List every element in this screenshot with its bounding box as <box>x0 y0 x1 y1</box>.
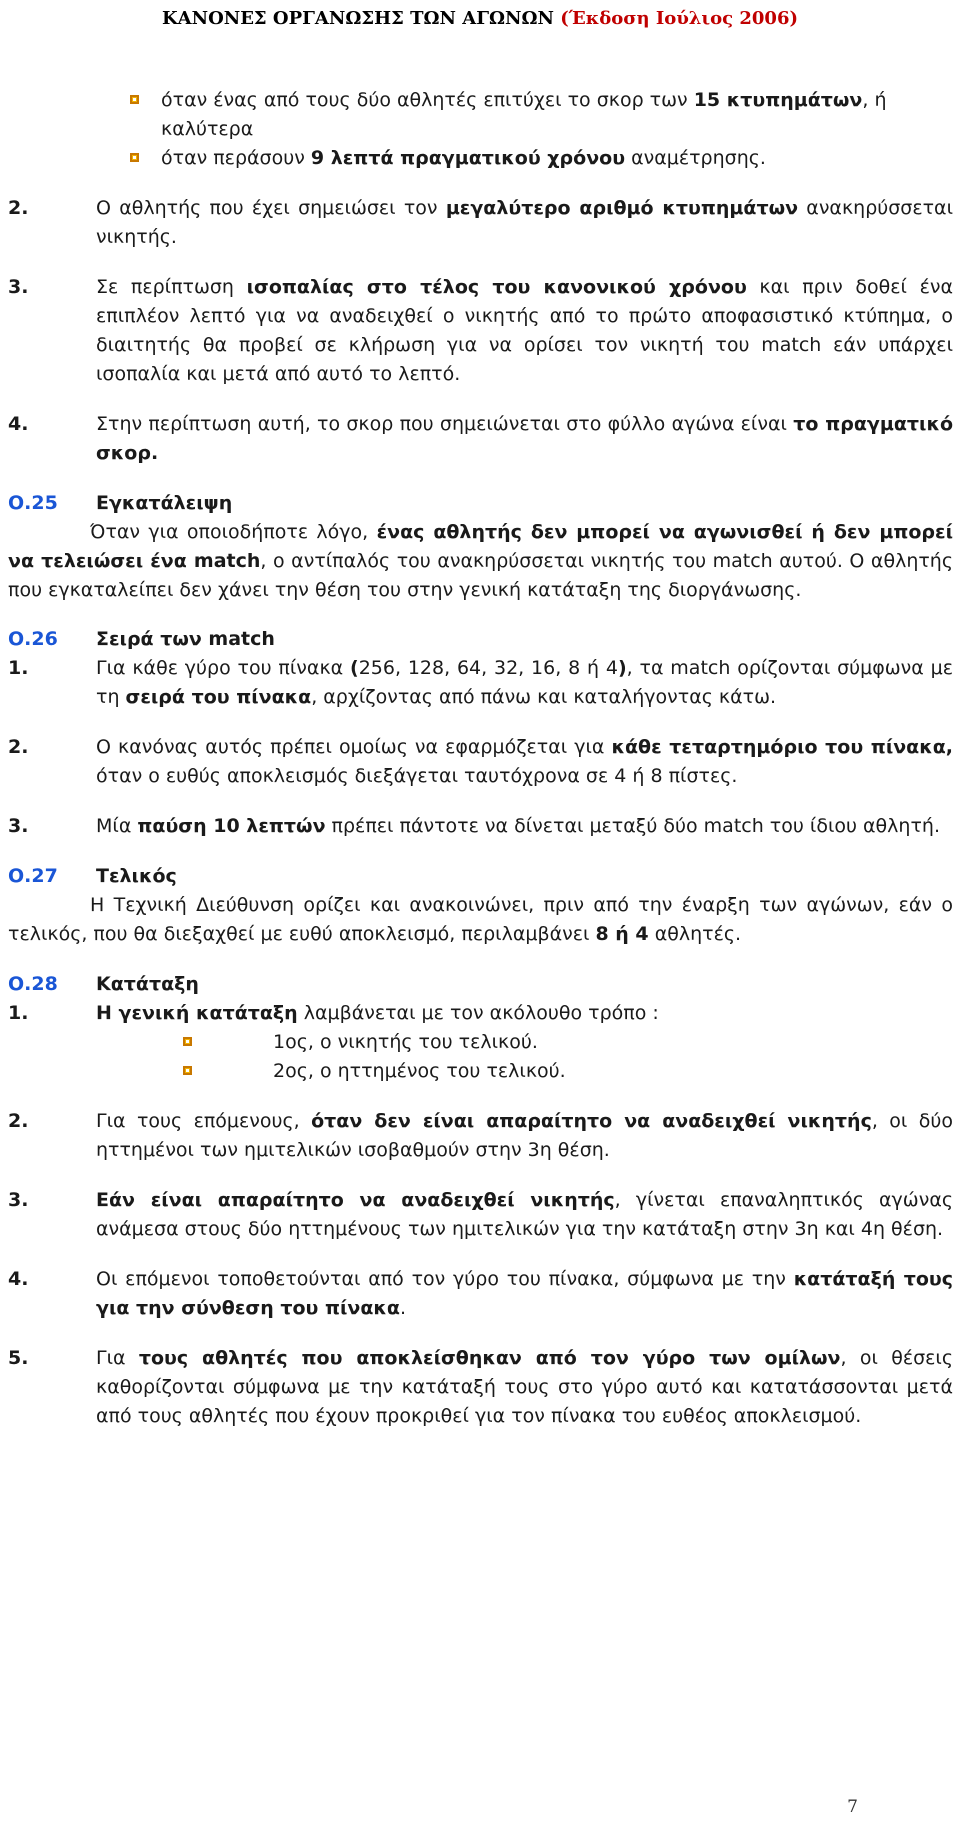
para-text-end: , ο αντίπαλός του ανακηρύσσεται νικητής του match αυτού. Ο αθλητής που εγκαταλείπει δεν χάνει την θέση του στην γενική κατάταξη της διοργάνωσης. <box>8 550 953 601</box>
para-text-end: αθλητές. <box>648 923 742 945</box>
item-bold: κατάταξή τους για την σύνθεση του πίνακα <box>96 1268 953 1319</box>
section-paragraph <box>8 518 953 605</box>
bullet-text: όταν περάσουν <box>161 147 311 169</box>
para-text: Όταν για οποιοδήποτε λόγο, <box>90 521 377 543</box>
item-text-end: και πριν δοθεί ένα επιπλέον λεπτό για να αναδειχθεί ο νικητής από το πρώτο αποφασιστικό κτύπημα, ο διαιτητής θα προβεί σε κλήρωση για να ορίσει τον νικητή του match εάν υπάρχει ισοπαλία και μετά από αυτό το λεπτό. <box>96 276 953 385</box>
item-text: Ο κανόνας αυτός πρέπει ομοίως να εφαρμόζεται για <box>96 736 612 758</box>
item-bold: όταν δεν είναι απαραίτητο να αναδειχθεί νικητής <box>311 1110 872 1132</box>
numbered-item <box>8 999 953 1028</box>
item-bold: σειρά του πίνακα <box>125 686 312 708</box>
item-bold: Η γενική κατάταξη <box>96 1002 298 1024</box>
item-number: 1. <box>8 1002 29 1024</box>
para-bold: ένας αθλητής δεν μπορεί να αγωνισθεί ή δεν μπορεί να τελειώσει ένα match <box>8 521 953 572</box>
item-bold: τους αθλητές που αποκλείσθηκαν από τον γύρο των ομίλων <box>138 1347 841 1369</box>
section-title: Σειρά των match <box>96 628 275 650</box>
bullet-item <box>273 1057 953 1086</box>
numbered-item <box>8 654 953 712</box>
section-heading <box>8 489 953 518</box>
section-code: Ο.26 <box>8 628 58 650</box>
bullet-item <box>273 1028 953 1057</box>
item-bold: παύση 10 λεπτών <box>137 815 326 837</box>
item-text: Ο αθλητής που έχει σημειώσει τον <box>96 197 446 219</box>
item-number: 4. <box>8 413 29 435</box>
numbered-item <box>8 1186 953 1244</box>
numbered-item <box>8 194 953 252</box>
item-bold: ) <box>617 657 627 679</box>
item-text-end: , αρχίζοντας από πάνω και καταλήγοντας κάτω. <box>311 686 777 708</box>
numbered-item <box>8 733 953 791</box>
item-text: Για <box>96 1347 139 1369</box>
bullet-text: 1ος, ο νικητής του τελικού. <box>273 1031 538 1053</box>
section-title: Εγκατάλειψη <box>96 492 233 514</box>
item-number: 3. <box>8 1189 29 1211</box>
item-text: Στην περίπτωση αυτή, το σκορ που σημειώνεται στο φύλλο αγώνα είναι <box>96 413 794 435</box>
item-text: Οι επόμενοι τοποθετούνται από τον γύρο του πίνακα, σύμφωνα με την <box>96 1268 794 1290</box>
section-code: Ο.27 <box>8 865 58 887</box>
item-number: 2. <box>8 197 29 219</box>
item-text: Μία <box>96 815 138 837</box>
bullet-bold: 15 κτυπημάτων <box>693 89 863 111</box>
item-bold: μεγαλύτερο αριθμό κτυπημάτων <box>445 197 799 219</box>
item-bold: κάθε τεταρτημόριο του πίνακα, <box>611 736 953 758</box>
square-bullet-icon <box>130 153 139 162</box>
numbered-item <box>8 1107 953 1165</box>
page-number: 7 <box>847 1797 858 1817</box>
item-text-end: , οι θέσεις καθορίζονται σύμφωνα με την κατάταξή τους στο γύρο αυτό και κατατάσσονται μετά από τους αθλητές που έχουν προκριθεί για τον πίνακα του ευθέος αποκλεισμού. <box>96 1347 953 1427</box>
item-number: 5. <box>8 1347 29 1369</box>
item-number: 3. <box>8 276 29 298</box>
item-text: 256, 128, 64, 32, 16, 8 ή 4 <box>358 657 618 679</box>
section-heading <box>8 625 953 654</box>
bullet-text: όταν ένας από τους δύο αθλητές επιτύχει το σκορ των <box>161 89 694 111</box>
bullet-text-end: , ή καλύτερα <box>161 89 887 140</box>
page-content <box>8 86 953 1431</box>
item-bold: ισοπαλίας στο τέλος του κανονικού χρόνου <box>246 276 747 298</box>
item-text-end: όταν ο ευθύς αποκλεισμός διεξάγεται ταυτόχρονα σε 4 ή 8 πίστες. <box>96 765 738 787</box>
item-bold: ( <box>350 657 359 679</box>
section-code: Ο.28 <box>8 973 58 995</box>
item-text-end: . <box>399 1297 407 1319</box>
bullet-text: 2ος, ο ηττημένος του τελικού. <box>273 1060 566 1082</box>
square-bullet-icon <box>130 95 139 104</box>
numbered-item <box>8 1265 953 1323</box>
item-text: Για κάθε γύρο του πίνακα <box>96 657 350 679</box>
item-number: 2. <box>8 736 29 758</box>
item-number: 1. <box>8 657 29 679</box>
item-bold: Εάν είναι απαραίτητο να αναδειχθεί νικητής <box>96 1189 615 1211</box>
section-title: Τελικός <box>96 865 177 887</box>
section-title: Κατάταξη <box>96 973 199 995</box>
item-text-end: λαμβάνεται με τον ακόλουθο τρόπο : <box>297 1002 659 1024</box>
para-bold: 8 ή 4 <box>595 923 649 945</box>
section-code: Ο.25 <box>8 492 58 514</box>
bullet-item <box>150 86 953 144</box>
item-text-end: , γίνεται επαναληπτικός αγώνας ανάμεσα στους δύο ηττημένους των ημιτελικών για την κατάταξη στην 3η και 4η θέση. <box>96 1189 953 1240</box>
bullet-text-end: αναμέτρησης. <box>625 147 766 169</box>
numbered-item <box>8 812 953 841</box>
header-title: ΚΑΝΟΝΕΣ ΟΡΓΑΝΩΣΗΣ ΤΩΝ ΑΓΩΝΩΝ <box>162 8 554 29</box>
numbered-item <box>8 1344 953 1431</box>
item-bold: το πραγματικό σκορ. <box>96 413 953 464</box>
section-paragraph <box>8 891 953 949</box>
numbered-item <box>8 410 953 468</box>
bullet-item <box>150 144 953 173</box>
para-text: Η Τεχνική Διεύθυνση ορίζει και ανακοινώνει, πριν από την έναρξη των αγώνων, εάν ο τελικός, που θα διεξαχθεί με ευθύ αποκλεισμό, περιλαμβάνει <box>8 894 953 945</box>
item-text-end: ανακηρύσσεται νικητής. <box>96 197 953 248</box>
item-number: 2. <box>8 1110 29 1132</box>
item-text: Για τους επόμενους, <box>96 1110 312 1132</box>
section-heading <box>8 862 953 891</box>
item-text: Σε περίπτωση <box>96 276 247 298</box>
header-edition: (Έκδοση Ιούλιος 2006) <box>560 8 798 29</box>
numbered-item <box>8 273 953 389</box>
item-text-end: πρέπει πάντοτε να δίνεται μεταξύ δύο match του ίδιου αθλητή. <box>325 815 940 837</box>
item-number: 4. <box>8 1268 29 1290</box>
page-header <box>0 6 960 32</box>
item-text-end: , οι δύο ηττημένοι των ημιτελικών ισοβαθμούν στην 3η θέση. <box>96 1110 954 1161</box>
square-bullet-icon <box>183 1037 192 1046</box>
square-bullet-icon <box>183 1066 192 1075</box>
item-number: 3. <box>8 815 29 837</box>
item-text: , τα match ορίζονται σύμφωνα με τη <box>96 657 954 708</box>
section-heading <box>8 970 953 999</box>
bullet-bold: 9 λεπτά πραγματικού χρόνου <box>310 147 626 169</box>
